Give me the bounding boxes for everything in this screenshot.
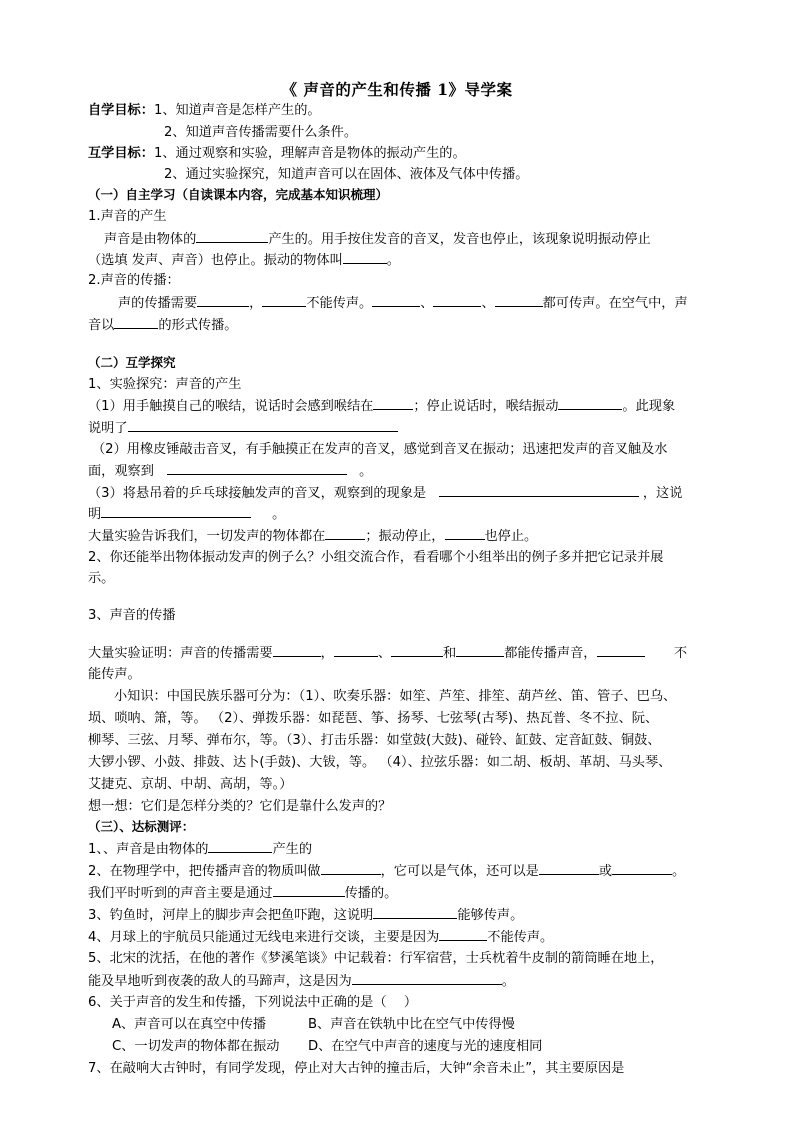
test-3-text-b: 能够传声。 — [457, 908, 524, 923]
test-3-text-a: 3、钓鱼时，河岸上的脚步声会把鱼吓跑，这说明 — [88, 908, 374, 923]
test-4 — [88, 926, 710, 948]
blank[interactable] — [197, 292, 249, 307]
blank[interactable] — [101, 503, 251, 518]
test-1-text-b: 产生的 — [272, 842, 313, 857]
blank[interactable] — [373, 904, 457, 919]
blank[interactable] — [495, 292, 543, 307]
q2-text-h: 的形式传播。 — [158, 318, 238, 333]
tip-line-3: 柳琴、三弦、月琴、弹布尔，等。（3）、打击乐器：如堂鼓(大鼓)、碰铃、缸鼓、定音缸鼓、铜鼓、 — [88, 733, 661, 748]
test-2-text-c: 或 — [598, 864, 613, 879]
blank[interactable] — [273, 882, 345, 897]
q1-text-c: （选填 发声、声音）也停止。振动的物体叫 — [88, 253, 343, 268]
blank[interactable] — [372, 292, 420, 307]
experiment-title: 1、实验探究：声音的产生 — [88, 377, 242, 392]
section-1-heading: （一）自主学习（自读课本内容，完成基本知识梳理） — [88, 187, 389, 202]
blank[interactable] — [343, 249, 387, 264]
q2-text-e: 、 — [481, 296, 495, 311]
test-1-text-a: 1、、声音是由物体的 — [88, 842, 209, 857]
exp-1-text-b: ；停止说话时，喉结振动 — [413, 399, 559, 414]
test-5-text-b: 能及早地听到夜袭的敌人的马蹄声，这是因为 — [88, 974, 352, 989]
blank[interactable] — [128, 417, 398, 432]
propagation-text-d: 和 — [443, 646, 457, 661]
propagation-text-e: 都能传播声音， — [504, 646, 597, 661]
propagation-text-b: ， — [320, 646, 334, 661]
exp-1-line-1 — [88, 395, 710, 417]
tip-line-5: 艾捷克、京胡、中胡、高胡，等。） — [88, 777, 293, 792]
summary-text-b: ；振动停止， — [365, 529, 445, 544]
blank[interactable] — [196, 228, 268, 243]
blank[interactable] — [391, 642, 443, 657]
test-2-text-f: 传播的。 — [344, 886, 398, 901]
blank[interactable] — [352, 970, 502, 985]
blank[interactable] — [539, 860, 599, 875]
exp-2-text-b: 面，观察到 — [88, 464, 154, 479]
blank[interactable] — [558, 395, 622, 410]
test-2-line-2 — [88, 882, 710, 904]
propagation-text-a: 大量实验证明：声音的传播需要 — [88, 646, 273, 661]
exp-1-line-2 — [88, 417, 710, 439]
q1-title: 1.声音的产生 — [88, 209, 167, 224]
q1-text-b: 产生的。用手按住发音的音叉，发音也停止，该现象说明振动停止 — [268, 232, 651, 247]
exp-3-text-a: （3）将悬吊着的乒乓球接触发声的音叉，观察到的现象是 — [88, 486, 427, 501]
test-7: 7、在敲响大古钟时，有同学发现，停止对大古钟的撞击后，大钟“余音未止”，其主要原因是 — [88, 1061, 625, 1076]
think-question: 想一想：它们是怎样分类的？它们是靠什么发声的？ — [88, 799, 392, 814]
mutual-goal-line-1 — [88, 143, 710, 165]
test-2-line-1 — [88, 860, 710, 882]
propagation-title: 3、声音的传播 — [88, 608, 176, 623]
option-b[interactable]: B、声音在铁轨中比在空气中传得慢 — [308, 1017, 515, 1032]
tip-line-4: 大锣小锣、小鼓、排鼓、达卜(手鼓)、大钹，等。 （4）、拉弦乐器：如二胡、板胡、革胡、马头琴、 — [88, 755, 672, 770]
self-goal-2: 2、知道声音传播需要什么条件。 — [164, 125, 358, 140]
q2-line-2 — [88, 314, 710, 336]
tip-line-2: 埙、唢呐、箫，等。 （2）、弹拨乐器：如琵琶、筝、扬琴、七弦琴(古琴)、热瓦普、冬不拉、阮、 — [88, 711, 659, 726]
test-5-line-1: 5、北宋的沈括，在他的著作《梦溪笔谈》中记载着：行军宿营，士兵枕着牛皮制的箭筒睡在地上， — [88, 951, 664, 966]
blank[interactable] — [439, 482, 639, 497]
q2-line-1 — [118, 292, 740, 314]
propagation-text-c: 、 — [377, 646, 391, 661]
tip-line-1: 小知识：中国民族乐器可分为：（1）、吹奏乐器：如笙、芦笙、排笙、葫芦丝、笛、管子、巴乌、 — [114, 689, 677, 704]
examples-line-1: 2、你还能举出物体振动发声的例子么？小组交流合作，看看哪个小组举出的例子多并把它记录并展 — [88, 550, 664, 565]
exp-3-line-2 — [88, 503, 710, 525]
blank[interactable] — [334, 642, 378, 657]
test-4-text-b: 不能传声。 — [487, 930, 554, 945]
blank[interactable] — [456, 642, 504, 657]
blank[interactable] — [445, 525, 485, 540]
test-6-stem: 6、关于声音的发生和传播，下列说法中正确的是（ ） — [88, 995, 418, 1010]
section-2-heading: （二）互学探究 — [88, 355, 176, 370]
blank[interactable] — [325, 525, 365, 540]
q2-text-c: 不能传声。 — [306, 296, 373, 311]
exp-3-text-d: 。 — [272, 507, 286, 522]
test-6-options-cd — [112, 1036, 734, 1058]
test-2-text-a: 2、在物理学中，把传播声音的物质叫做 — [88, 864, 321, 879]
summary-text-c: 也停止。 — [484, 529, 538, 544]
test-2-text-e: 我们平时听到的声音主要是通过 — [88, 886, 273, 901]
q1-line-1 — [104, 228, 726, 250]
exp-3-text-c: 明 — [88, 507, 102, 522]
exp-2-text-c: 。 — [359, 464, 373, 479]
exp-1-text-a: （1）用手触摸自己的喉结，说话时会感到喉结在 — [88, 399, 374, 414]
blank[interactable] — [273, 642, 321, 657]
option-d[interactable]: D、在空气中声音的速度与光的速度相同 — [308, 1039, 543, 1054]
exp-2-line-2 — [88, 460, 710, 482]
self-goal-line-1 — [88, 100, 710, 122]
test-2-text-b: ，它可以是气体，还可以是 — [380, 864, 539, 879]
test-1 — [88, 838, 710, 860]
exp-2-line-1: （2）用橡皮锤敲击音叉，有手触摸正在发声的音叉，感觉到音叉在振动；迅速把发声的音叉触及水 — [92, 442, 668, 457]
q1-text-d: 。 — [386, 253, 400, 268]
mutual-goal-2: 2、通过实验探究，知道声音可以在固体、液体及气体中传播。 — [164, 167, 529, 182]
blank[interactable] — [597, 642, 645, 657]
propagation-line-1 — [88, 642, 710, 664]
q2-title: 2.声音的传播： — [88, 273, 180, 288]
propagation-text-f: 不 — [673, 646, 688, 661]
option-a[interactable]: A、声音可以在真空中传播 — [112, 1017, 267, 1032]
test-2-text-d: 。 — [672, 864, 686, 879]
summary-text-a: 大量实验告诉我们，一切发声的物体都在 — [88, 529, 326, 544]
blank[interactable] — [433, 292, 481, 307]
test-5-text-c: 。 — [501, 974, 515, 989]
blank[interactable] — [439, 926, 487, 941]
test-6-options-ab — [112, 1014, 734, 1036]
q2-text-g: 音以 — [88, 318, 115, 333]
blank[interactable] — [114, 314, 158, 329]
summary-line — [88, 525, 710, 547]
option-c[interactable]: C、一切发声的物体都在振动 — [112, 1039, 280, 1054]
q2-text-a: 声的传播需要 — [118, 296, 198, 311]
test-5-line-2 — [88, 970, 710, 992]
page-title: 《 声音的产生和传播 1》导学案 — [281, 80, 513, 99]
mutual-goal-1: 1、通过观察和实验，理解声音是物体的振动产生的。 — [153, 146, 466, 161]
blank[interactable] — [208, 838, 272, 853]
exp-1-text-d: 说明了 — [88, 421, 128, 436]
propagation-line-2: 能传声。 — [88, 667, 141, 682]
self-goal-label: 自学目标： — [88, 103, 154, 118]
blank[interactable] — [262, 292, 306, 307]
blank[interactable] — [373, 395, 413, 410]
blank[interactable] — [167, 460, 347, 475]
self-goal-1: 1、知道声音是怎样产生的。 — [153, 103, 321, 118]
test-3 — [88, 904, 710, 926]
mutual-goal-label: 互学目标： — [88, 146, 154, 161]
examples-line-2: 示。 — [88, 571, 115, 586]
exp-3-line-1 — [88, 482, 710, 504]
test-4-text-a: 4、月球上的宇航员只能通过无线电来进行交谈，主要是因为 — [88, 930, 440, 945]
exp-1-text-c: 。此现象 — [622, 399, 676, 414]
q1-line-2 — [88, 249, 710, 271]
q2-text-f: 都可传声。在空气中，声 — [542, 296, 688, 311]
section-3-heading: （三）、达标测评： — [88, 819, 195, 834]
exp-3-text-b: ，这说 — [642, 486, 683, 501]
blank[interactable] — [612, 860, 672, 875]
q2-text-d: 、 — [420, 296, 434, 311]
blank[interactable] — [321, 860, 381, 875]
q1-text-a: 声音是由物体的 — [104, 232, 197, 247]
q2-text-b: ， — [249, 296, 263, 311]
